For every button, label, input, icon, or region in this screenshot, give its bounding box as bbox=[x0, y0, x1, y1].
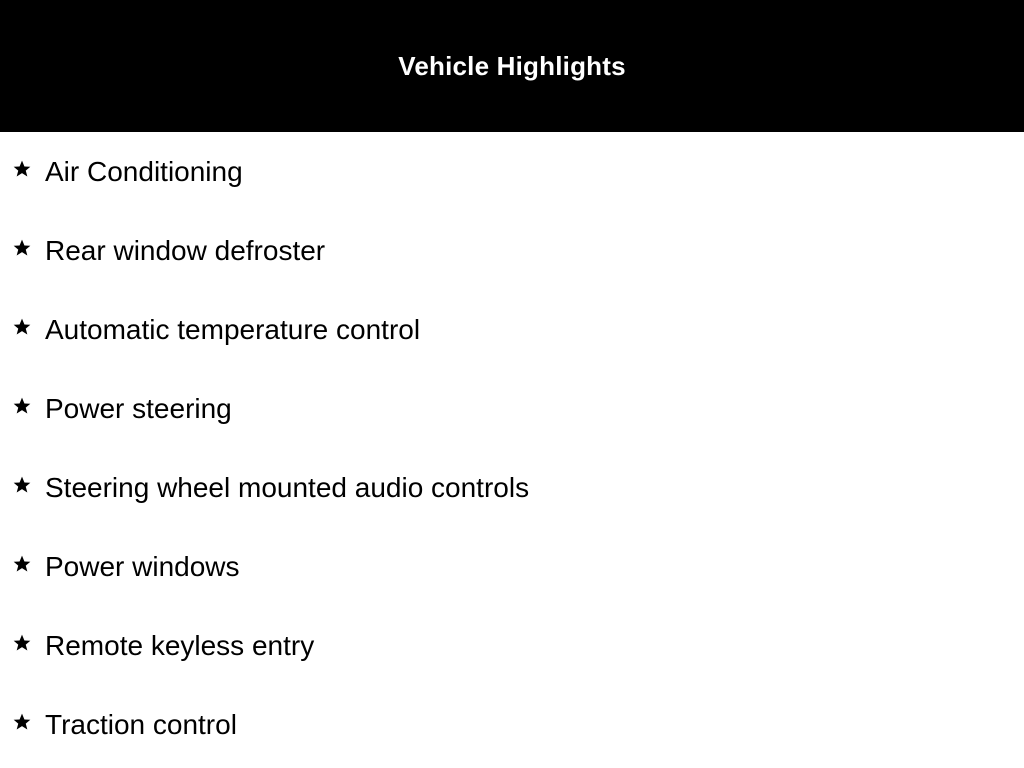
star-icon bbox=[12, 712, 32, 732]
star-icon bbox=[12, 238, 32, 258]
list-item-label: Air Conditioning bbox=[45, 156, 243, 187]
list-item-label: Remote keyless entry bbox=[45, 630, 315, 661]
page-title: Vehicle Highlights bbox=[398, 50, 626, 81]
list-item bbox=[12, 468, 529, 508]
star-icon bbox=[12, 317, 32, 337]
star-icon bbox=[12, 554, 32, 574]
list-item-label: Traction control bbox=[45, 709, 237, 740]
highlights-list bbox=[0, 132, 1024, 768]
list-item-label: Power windows bbox=[45, 551, 240, 582]
star-icon bbox=[12, 475, 32, 495]
list-item-label: Rear window defroster bbox=[45, 235, 326, 266]
star-icon bbox=[12, 396, 32, 416]
list-item bbox=[12, 310, 420, 350]
list-item bbox=[12, 705, 237, 745]
list-item bbox=[12, 152, 243, 192]
list-item-label: Automatic temperature control bbox=[45, 314, 421, 345]
star-icon bbox=[12, 633, 32, 653]
list-item-label: Steering wheel mounted audio controls bbox=[45, 472, 530, 503]
header-bar bbox=[0, 0, 1024, 132]
list-item bbox=[12, 231, 325, 271]
list-item bbox=[12, 626, 314, 666]
list-item-label: Power steering bbox=[45, 393, 232, 424]
list-item bbox=[12, 389, 232, 429]
star-icon bbox=[12, 159, 32, 179]
list-item bbox=[12, 547, 240, 587]
